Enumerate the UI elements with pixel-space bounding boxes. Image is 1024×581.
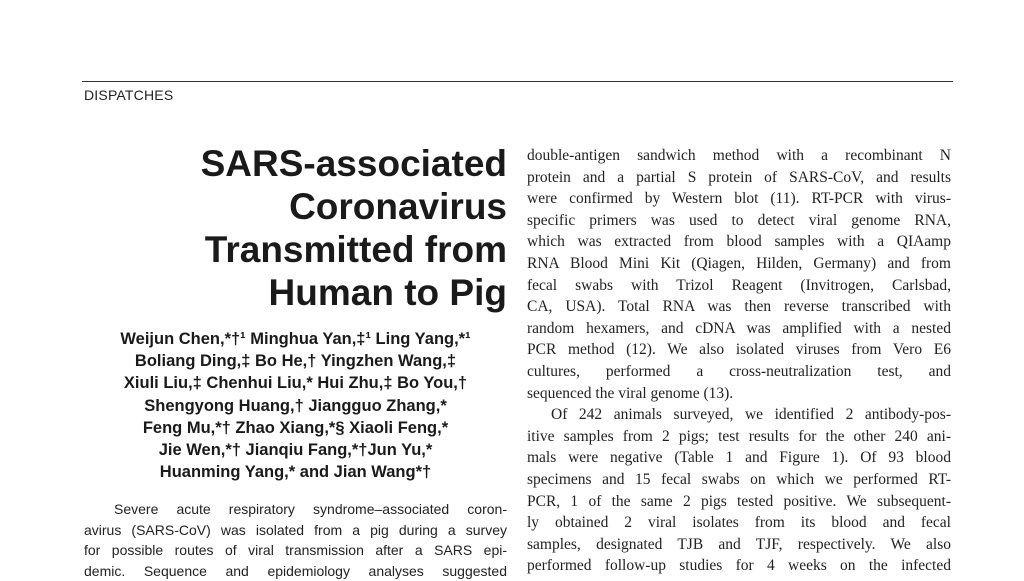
abstract bbox=[84, 499, 507, 581]
body-line: specific primers was used to detect viral genome RNA, bbox=[527, 211, 951, 229]
title-line: SARS-associated bbox=[200, 143, 507, 184]
body-line: CA, USA). Total RNA was then reverse transcribed with bbox=[527, 298, 951, 316]
author-line: Huanming Yang,* and Jian Wang*† bbox=[159, 463, 432, 482]
article-title bbox=[84, 142, 507, 314]
header-rule bbox=[82, 81, 953, 82]
author-list bbox=[84, 328, 507, 483]
body-line: PCR, 1 of the same 2 pigs tested positive. We subsequent- bbox=[527, 492, 951, 510]
abstract-line: Severe acute respiratory syndrome–associated coron- bbox=[114, 501, 507, 518]
author-line: Weijun Chen,*†¹ Minghua Yan,‡¹ Ling Yang,*¹ bbox=[120, 330, 471, 348]
abstract-line: demic. Sequence and epidemiology analyses suggested bbox=[84, 562, 507, 579]
body-line: cultures, performed a cross-neutralization test, and bbox=[527, 362, 951, 380]
body-line: itive samples from 2 pigs; test results for the other 240 ani- bbox=[527, 427, 951, 445]
body-line: which was extracted from blood samples with a QIAamp bbox=[527, 233, 951, 251]
title-line: Coronavirus bbox=[289, 186, 507, 227]
body-line: sequenced the viral genome (13). bbox=[527, 384, 734, 402]
section-label: DISPATCHES bbox=[84, 87, 174, 103]
body-line: double-antigen sandwich method with a recombinant N bbox=[527, 147, 951, 164]
body-line: random hexamers, and cDNA was amplified with a nested bbox=[527, 319, 951, 337]
body-line: were confirmed by Western blot (11). RT-PCR with virus- bbox=[527, 190, 951, 208]
author-line: Feng Mu,*† Zhao Xiang,*§ Xiaoli Feng,* bbox=[142, 418, 449, 437]
author-line: Xiuli Liu,‡ Chenhui Liu,* Hui Zhu,‡ Bo You,† bbox=[123, 374, 468, 393]
left-column bbox=[84, 142, 507, 581]
author-line: Jie Wen,*† Jianqiu Fang,*†Jun Yu,* bbox=[158, 441, 433, 460]
author-line: Shengyong Huang,† Jiangguo Zhang,* bbox=[144, 396, 447, 415]
title-line: Human to Pig bbox=[268, 272, 507, 313]
body-column bbox=[527, 145, 951, 577]
body-line: PCR method (12). We also isolated viruses from Vero E6 bbox=[527, 341, 951, 359]
body-line: RNA Blood Mini Kit (Qiagen, Hilden, Germany) and from bbox=[527, 254, 951, 272]
body-line: fecal swabs with Trizol Reagent (Invitrogen, Carlsbad, bbox=[527, 276, 951, 294]
body-line: ly obtained 2 viral isolates from its blood and fecal bbox=[527, 514, 951, 532]
body-line: mals were negative (Table 1 and Figure 1). Of 93 blood bbox=[527, 449, 951, 467]
body-line: protein and a partial S protein of SARS-CoV, and results bbox=[527, 168, 951, 186]
body-line: samples, designated TJB and TJF, respectively. We also bbox=[527, 535, 951, 553]
body-line: Of 242 animals surveyed, we identified 2 antibody-pos- bbox=[551, 406, 951, 424]
body-line: specimens and 15 fecal swabs on which we performed RT- bbox=[527, 470, 951, 488]
body-line: performed follow-up studies for 4 weeks on the infected bbox=[527, 557, 951, 575]
author-line: Boliang Ding,‡ Bo He,† Yingzhen Wang,‡ bbox=[134, 352, 457, 371]
abstract-line: for possible routes of viral transmission after a SARS epi- bbox=[84, 542, 507, 559]
abstract-line: avirus (SARS-CoV) was isolated from a pig during a survey bbox=[84, 521, 507, 538]
title-line: Transmitted from bbox=[204, 229, 507, 270]
